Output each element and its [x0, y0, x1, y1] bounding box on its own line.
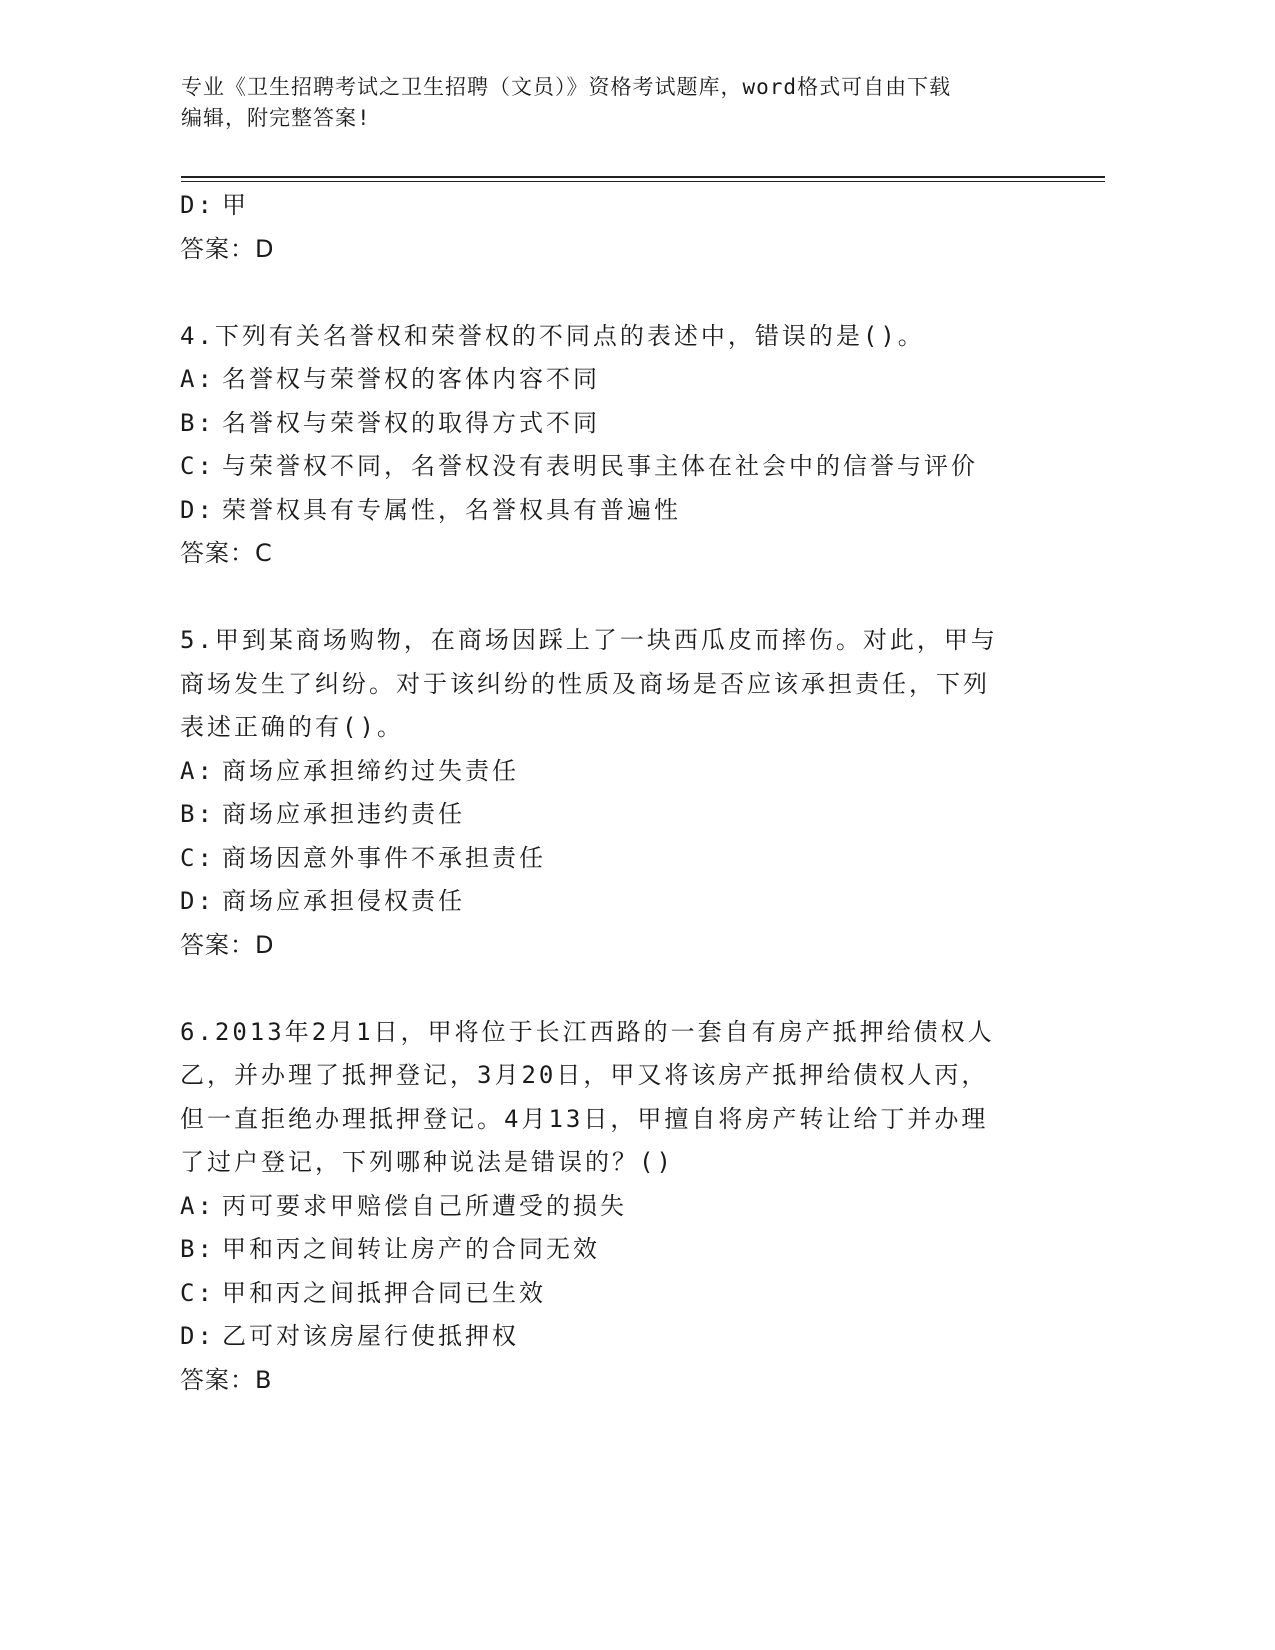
option-text: 甲和丙之间转让房产的合同无效 — [222, 1235, 600, 1263]
answer: 答案：B — [180, 1365, 273, 1394]
header-divider-thick — [181, 176, 1105, 178]
option-a — [180, 750, 1060, 794]
question-6 — [180, 1011, 1060, 1403]
option-c — [180, 445, 1060, 489]
option-a — [180, 1185, 1060, 1229]
option-b — [180, 402, 1060, 446]
option-letter: D: — [180, 1322, 215, 1350]
option-text: 甲 — [222, 191, 249, 219]
option-letter: D: — [180, 191, 215, 219]
option-letter: D: — [180, 495, 215, 524]
option-letter: B: — [180, 1235, 215, 1263]
option-text: 甲和丙之间抵押合同已生效 — [222, 1278, 546, 1307]
option-d — [180, 489, 1060, 533]
option-b — [180, 1228, 1060, 1272]
option-text: 商场因意外事件不承担责任 — [222, 843, 546, 872]
prev-answer: 答案：D — [180, 234, 275, 263]
answer: 答案：D — [180, 930, 275, 959]
option-text: 与荣誉权不同，名誉权没有表明民事主体在社会中的信誉与评价 — [222, 452, 978, 480]
question-4 — [180, 315, 1060, 576]
question-stem-line: 但一直拒绝办理抵押登记。4月13日，甲擅自将房产转让给丁并办理 — [180, 1104, 989, 1133]
option-text: 丙可要求甲赔偿自己所遭受的损失 — [222, 1191, 627, 1220]
option-text: 商场应承担违约责任 — [222, 800, 465, 828]
document-header — [181, 72, 1041, 134]
option-text: 乙可对该房屋行使抵押权 — [222, 1322, 519, 1350]
option-d — [180, 1315, 1060, 1359]
header-line-2: 编辑，附完整答案! — [181, 106, 371, 130]
option-letter: A: — [180, 1191, 215, 1220]
option-c — [180, 1272, 1060, 1316]
option-letter: B: — [180, 800, 215, 828]
question-stem: 4.下列有关名誉权和荣誉权的不同点的表述中，错误的是()。 — [180, 321, 925, 350]
option-text: 名誉权与荣誉权的客体内容不同 — [222, 365, 600, 393]
question-stem-line: 表述正确的有()。 — [180, 713, 404, 741]
option-letter: C: — [180, 1278, 215, 1307]
option-b — [180, 793, 1060, 837]
question-content — [180, 184, 1060, 1402]
question-stem-line: 乙，并办理了抵押登记，3月20日，甲又将该房产抵押给债权人丙， — [180, 1061, 989, 1089]
option-text: 荣誉权具有专属性，名誉权具有普遍性 — [222, 495, 681, 524]
option-letter: A: — [180, 365, 215, 393]
header-divider-thin — [181, 181, 1105, 182]
question-stem-line: 了过户登记，下列哪种说法是错误的？() — [180, 1148, 674, 1176]
question-stem-line: 5.甲到某商场购物，在商场因踩上了一块西瓜皮而摔伤。对此，甲与 — [180, 626, 998, 654]
option-a — [180, 358, 1060, 402]
option-letter: C: — [180, 452, 215, 480]
option-text: 商场应承担缔约过失责任 — [222, 756, 519, 785]
option-letter: D: — [180, 887, 215, 915]
option-d — [180, 880, 1060, 924]
question-5 — [180, 619, 1060, 967]
option-c — [180, 837, 1060, 881]
option-letter: B: — [180, 408, 215, 437]
question-stem-line: 商场发生了纠纷。对于该纠纷的性质及商场是否应该承担责任，下列 — [180, 669, 990, 698]
option-letter: A: — [180, 756, 215, 785]
option-text: 名誉权与荣誉权的取得方式不同 — [222, 408, 600, 437]
question-stem-line: 6.2013年2月1日，甲将位于长江西路的一套自有房产抵押给债权人 — [180, 1017, 995, 1046]
header-line-1: 专业《卫生招聘考试之卫生招聘（文员）》资格考试题库，word格式可自由下载 — [181, 75, 952, 99]
prev-option-d — [180, 184, 1060, 228]
option-text: 商场应承担侵权责任 — [222, 887, 465, 915]
answer: 答案：C — [180, 539, 273, 567]
option-letter: C: — [180, 843, 215, 872]
